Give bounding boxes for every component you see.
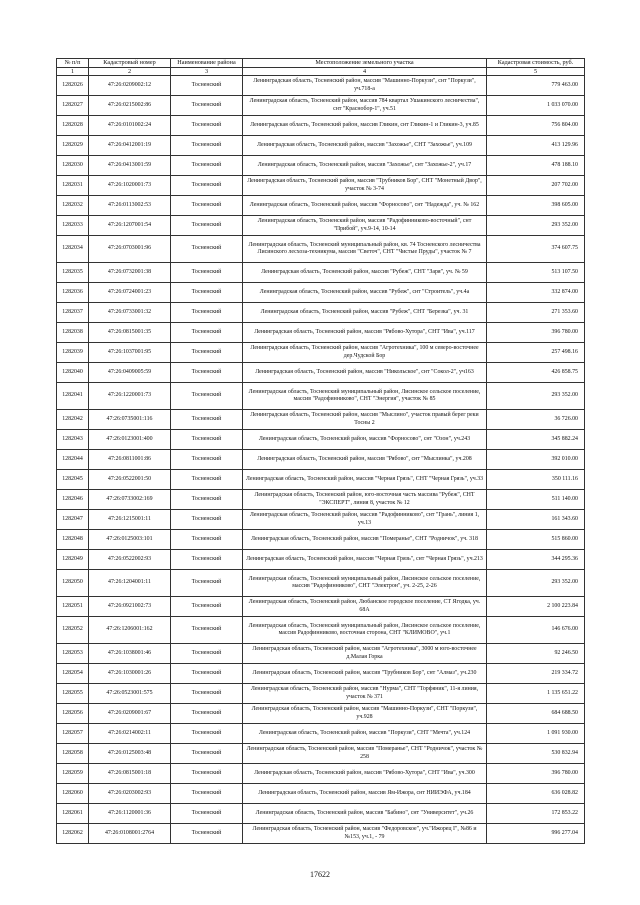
table-row [57, 470, 585, 490]
cadastral-number-cell: 47:26:0815001:35 [89, 323, 171, 343]
location-cell: Ленинградская область, Тосненский муниципальный район, кв. 74 Тосненского лесничества Лисинского лесхоза-техникума, массив "Светоч", СНТ "Чистые Пруды", участок № 7 [243, 236, 487, 263]
cadastral-number-cell: 47:26:0214002:11 [89, 724, 171, 744]
location-cell: Ленинградская область, Тосненский район, массив "Захожье", снт "Захожье-2", уч.17 [243, 156, 487, 176]
cadastral-number-cell: 47:26:0101002:24 [89, 116, 171, 136]
row-number-cell: 1282037 [57, 303, 89, 323]
cadastral-number-cell: 47:26:0522001:50 [89, 470, 171, 490]
cadastral-value-cell: 1 033 070.00 [487, 96, 585, 116]
cadastral-number-cell: 47:26:0733001:32 [89, 303, 171, 323]
location-cell: Ленинградская область, Тосненский район, массив "Померанье", СНТ "Родничок", уч. 318 [243, 530, 487, 550]
row-number-cell: 1282046 [57, 490, 89, 510]
row-number-cell: 1282030 [57, 156, 89, 176]
row-number-cell: 1282062 [57, 824, 89, 844]
cadastral-value-cell: 426 858.75 [487, 363, 585, 383]
row-number-cell: 1282039 [57, 343, 89, 363]
table-row [57, 430, 585, 450]
table-row [57, 664, 585, 684]
cadastral-number-cell: 47:26:0123001:400 [89, 430, 171, 450]
district-cell: Тосненский [171, 644, 243, 664]
cadastral-value-cell: 413 129.96 [487, 136, 585, 156]
table-row [57, 644, 585, 664]
row-number-cell: 1282026 [57, 76, 89, 96]
header-cadastral-number: Кадастровый номер [89, 59, 171, 68]
table-row [57, 530, 585, 550]
location-cell: Ленинградская область, Тосненский муниципальный район, Лисинское сельское поселение, массив "Радофинниково", СНТ "Энергия", участок № 85 [243, 383, 487, 410]
row-number-cell: 1282032 [57, 196, 89, 216]
district-cell: Тосненский [171, 550, 243, 570]
cadastral-value-cell: 257 498.16 [487, 343, 585, 363]
cadastral-number-cell: 47:26:0412001:19 [89, 136, 171, 156]
row-number-cell: 1282051 [57, 597, 89, 617]
row-number-cell: 1282049 [57, 550, 89, 570]
column-number: 2 [89, 68, 171, 76]
location-cell: Ленинградская область, Тосненский район, массив "Рубеж", СНТ "Заря", уч. № 59 [243, 263, 487, 283]
cadastral-value-cell: 36 726.00 [487, 410, 585, 430]
cadastral-value-cell: 374 607.75 [487, 236, 585, 263]
table-row [57, 216, 585, 236]
header-row [57, 59, 585, 68]
location-cell: Ленинградская область, Тосненский район, массив "Рябово-Хутора", СНТ "Ива", уч.300 [243, 764, 487, 784]
cadastral-value-cell: 293 352.00 [487, 216, 585, 236]
cadastral-number-cell: 47:26:0921002:73 [89, 597, 171, 617]
location-cell: Ленинградская область, Тосненский район, массив "Поркузи", СНТ "Мечта", уч.124 [243, 724, 487, 744]
district-cell: Тосненский [171, 236, 243, 263]
cadastral-value-cell: 161 343.60 [487, 510, 585, 530]
cadastral-value-cell: 345 882.24 [487, 430, 585, 450]
table-row [57, 617, 585, 644]
cadastral-number-cell: 47:26:1204001:11 [89, 570, 171, 597]
row-number-cell: 1282042 [57, 410, 89, 430]
district-cell: Тосненский [171, 263, 243, 283]
cadastral-value-cell: 396 780.00 [487, 323, 585, 343]
header-location: Местоположение земельного участка [243, 59, 487, 68]
location-cell: Ленинградская область, Тосненский район, массив "Машинно-Поркузи", СНТ "Поркузи", уч.928 [243, 704, 487, 724]
table-row [57, 550, 585, 570]
district-cell: Тосненский [171, 363, 243, 383]
row-number-cell: 1282043 [57, 430, 89, 450]
location-cell: Ленинградская область, Тосненский район, массив Гликин, снт Гликин-1 и Гликин-3, уч.85 [243, 116, 487, 136]
district-cell: Тосненский [171, 704, 243, 724]
cadastral-number-cell: 47:26:1207001:54 [89, 216, 171, 236]
cadastral-number-cell: 47:26:0125003:48 [89, 744, 171, 764]
column-number: 5 [487, 68, 585, 76]
location-cell: Ленинградская область, Тосненский район, массив "Рубеж", СНТ "Березка", уч. 31 [243, 303, 487, 323]
row-number-cell: 1282053 [57, 644, 89, 664]
district-cell: Тосненский [171, 804, 243, 824]
cadastral-value-cell: 398 605.00 [487, 196, 585, 216]
location-cell: Ленинградская область, Тосненский район, Любанское городское поселение, СТ Ягодка, уч. 68А [243, 597, 487, 617]
row-number-cell: 1282059 [57, 764, 89, 784]
location-cell: Ленинградская область, Тосненский район, массив "Федоровское", уч."Ижорец I", №86 и №153, уч.1, - 79 [243, 824, 487, 844]
table-row [57, 343, 585, 363]
cadastral-value-cell: 996 277.04 [487, 824, 585, 844]
cadastral-number-cell: 47:26:1220001:73 [89, 383, 171, 410]
location-cell: Ленинградская область, Тосненский район, массив "Форносово", снт "Озон", уч.243 [243, 430, 487, 450]
table-row [57, 450, 585, 470]
district-cell: Тосненский [171, 597, 243, 617]
table-header [57, 59, 585, 76]
cadastral-value-table [56, 58, 585, 844]
cadastral-number-cell: 47:26:1037001:95 [89, 343, 171, 363]
row-number-cell: 1282029 [57, 136, 89, 156]
district-cell: Тосненский [171, 764, 243, 784]
row-number-cell: 1282055 [57, 684, 89, 704]
table-row [57, 236, 585, 263]
cadastral-value-cell: 219 334.72 [487, 664, 585, 684]
district-cell: Тосненский [171, 530, 243, 550]
row-number-cell: 1282057 [57, 724, 89, 744]
district-cell: Тосненский [171, 570, 243, 597]
cadastral-value-cell: 515 860.00 [487, 530, 585, 550]
table-row [57, 383, 585, 410]
row-number-cell: 1282036 [57, 283, 89, 303]
district-cell: Тосненский [171, 283, 243, 303]
row-number-cell: 1282052 [57, 617, 89, 644]
district-cell: Тосненский [171, 490, 243, 510]
cadastral-number-cell: 47:26:1038001:46 [89, 644, 171, 664]
table-row [57, 784, 585, 804]
row-number-cell: 1282060 [57, 784, 89, 804]
cadastral-value-cell: 530 832.94 [487, 744, 585, 764]
cadastral-number-cell: 47:26:1215001:11 [89, 510, 171, 530]
location-cell: Ленинградская область, Тосненский район, юго-восточная часть массива "Рубеж", СНТ "ЭКСПЕРТ", линия 8, участок № 12 [243, 490, 487, 510]
table-row [57, 363, 585, 383]
table-row [57, 410, 585, 430]
cadastral-number-cell: 47:26:1030001:26 [89, 664, 171, 684]
location-cell: Ленинградская область, Тосненский муниципальный район, Лисинское сельское поселение, массив "Радофинниково", СНТ "Электрон", уч. 2-25, 2-26 [243, 570, 487, 597]
district-cell: Тосненский [171, 664, 243, 684]
row-number-cell: 1282028 [57, 116, 89, 136]
location-cell: Ленинградская область, Тосненский район, массив "Рябово", снт "Мыслинка", уч.208 [243, 450, 487, 470]
page-number: 17622 [310, 870, 330, 879]
location-cell: Ленинградская область, Тосненский район, массив "Агротехника", 3000 м юго-восточнее д.Малая Горка [243, 644, 487, 664]
table-row [57, 744, 585, 764]
location-cell: Ленинградская область, Тосненский район, массив Ям-Ижора, снт НИИЭФА, уч.184 [243, 784, 487, 804]
cadastral-number-cell: 47:26:0735001:116 [89, 410, 171, 430]
cadastral-value-cell: 293 352.00 [487, 383, 585, 410]
cadastral-value-cell: 207 702.00 [487, 176, 585, 196]
district-cell: Тосненский [171, 744, 243, 764]
column-number: 3 [171, 68, 243, 76]
row-number-cell: 1282047 [57, 510, 89, 530]
cadastral-number-cell: 47:26:1020001:73 [89, 176, 171, 196]
table-row [57, 570, 585, 597]
header-cadastral-value: Кадастровая стоимость, руб. [487, 59, 585, 68]
table-row [57, 490, 585, 510]
cadastral-value-cell: 684 688.50 [487, 704, 585, 724]
row-number-cell: 1282035 [57, 263, 89, 283]
cadastral-number-cell: 47:26:0413001:59 [89, 156, 171, 176]
cadastral-value-cell: 271 353.60 [487, 303, 585, 323]
cadastral-value-cell: 1 135 651.22 [487, 684, 585, 704]
cadastral-number-cell: 47:26:0733002:169 [89, 490, 171, 510]
location-cell: Ленинградская область, Тосненский район, массив "Трубников Бор", снт "Алмаз", уч.230 [243, 664, 487, 684]
table-row [57, 704, 585, 724]
location-cell: Ленинградская область, Тосненский район, массив "Черная Грязь", СНТ "Черная Грязь", уч.33 [243, 470, 487, 490]
cadastral-number-cell: 47:26:0703001:96 [89, 236, 171, 263]
district-cell: Тосненский [171, 824, 243, 844]
district-cell: Тосненский [171, 684, 243, 704]
district-cell: Тосненский [171, 136, 243, 156]
cadastral-value-cell: 392 010.00 [487, 450, 585, 470]
location-cell: Ленинградская область, Тосненский район, массив "Радофинниково-восточный", снт "Прибой", уч.9-14, 10-14 [243, 216, 487, 236]
district-cell: Тосненский [171, 430, 243, 450]
location-cell: Ленинградская область, Тосненский район, массив "Черная Грязь", снт "Черная Грязь", уч.213 [243, 550, 487, 570]
location-cell: Ленинградская область, Тосненский район, массив "Рубеж", снт "Строитель", уч.4а [243, 283, 487, 303]
district-cell: Тосненский [171, 76, 243, 96]
table-row [57, 283, 585, 303]
cadastral-value-cell: 293 352.00 [487, 570, 585, 597]
table-row [57, 764, 585, 784]
row-number-cell: 1282056 [57, 704, 89, 724]
row-number-cell: 1282048 [57, 530, 89, 550]
location-cell: Ленинградская область, Тосненский район, массив "Захожье", СНТ "Захожье", уч.109 [243, 136, 487, 156]
location-cell: Ленинградская область, Тосненский район, массив "Машинно-Поркузи", снт "Поркузи", уч.718-а [243, 76, 487, 96]
location-cell: Ленинградская область, Тосненский район, массив "Никольское", снт "Сокол-2", уч163 [243, 363, 487, 383]
district-cell: Тосненский [171, 96, 243, 116]
location-cell: Ленинградская область, Тосненский район, массив "Трубников Бор", СНТ "Монетный Двор", участок № 3-74 [243, 176, 487, 196]
table-row [57, 156, 585, 176]
cadastral-number-cell: 47:26:0108001:2764 [89, 824, 171, 844]
row-number-cell: 1282027 [57, 96, 89, 116]
cadastral-number-cell: 47:26:1120001:36 [89, 804, 171, 824]
table-row [57, 510, 585, 530]
table-row [57, 116, 585, 136]
district-cell: Тосненский [171, 450, 243, 470]
location-cell: Ленинградская область, Тосненский район, массив "Померанье", СНТ "Родничок", участок № 258 [243, 744, 487, 764]
cadastral-number-cell: 47:26:0209002:12 [89, 76, 171, 96]
cadastral-number-cell: 47:26:0215002:86 [89, 96, 171, 116]
row-number-cell: 1282040 [57, 363, 89, 383]
column-number-row [57, 68, 585, 76]
location-cell: Ленинградская область, Тосненский район, массив "Нурма", СНТ "Торфяник", 11-я линия, участок № 371 [243, 684, 487, 704]
district-cell: Тосненский [171, 410, 243, 430]
cadastral-value-cell: 332 874.00 [487, 283, 585, 303]
district-cell: Тосненский [171, 343, 243, 363]
district-cell: Тосненский [171, 323, 243, 343]
table-row [57, 96, 585, 116]
table-row [57, 176, 585, 196]
location-cell: Ленинградская область, Тосненский район, массив "Агротехника", 100 м северо-восточнее дер.Чудской Бор [243, 343, 487, 363]
cadastral-number-cell: 47:26:0113002:53 [89, 196, 171, 216]
cadastral-number-cell: 47:26:0522002:93 [89, 550, 171, 570]
location-cell: Ленинградская область, Тосненский район, массив "Мыслино", участок правый берег реки Тосны 2 [243, 410, 487, 430]
cadastral-number-cell: 47:26:0724001:23 [89, 283, 171, 303]
cadastral-number-cell: 47:26:0815001:18 [89, 764, 171, 784]
cadastral-number-cell: 47:26:0409005:59 [89, 363, 171, 383]
row-number-cell: 1282033 [57, 216, 89, 236]
cadastral-number-cell: 47:26:0209001:67 [89, 704, 171, 724]
table-row [57, 196, 585, 216]
location-cell: Ленинградская область, Тосненский район, массив "Форносово", снт "Надежда", уч. № 162 [243, 196, 487, 216]
row-number-cell: 1282041 [57, 383, 89, 410]
cadastral-number-cell: 47:26:1206001:162 [89, 617, 171, 644]
row-number-cell: 1282061 [57, 804, 89, 824]
row-number-cell: 1282044 [57, 450, 89, 470]
district-cell: Тосненский [171, 176, 243, 196]
cadastral-value-cell: 350 111.16 [487, 470, 585, 490]
table-row [57, 597, 585, 617]
cadastral-value-cell: 92 246.50 [487, 644, 585, 664]
table-row [57, 323, 585, 343]
cadastral-number-cell: 47:26:0125003:101 [89, 530, 171, 550]
header-district: Наименование района [171, 59, 243, 68]
location-cell: Ленинградская область, Тосненский муниципальный район, Лисинское сельское поселение, массив Радофинниково, восточная сторона, СНТ "КЛИМОВО", уч.1 [243, 617, 487, 644]
table-row [57, 684, 585, 704]
cadastral-value-cell: 478 188.10 [487, 156, 585, 176]
table-row [57, 303, 585, 323]
cadastral-number-cell: 47:26:0811001:86 [89, 450, 171, 470]
cadastral-value-cell: 756 804.00 [487, 116, 585, 136]
table-row [57, 724, 585, 744]
table-body [57, 76, 585, 844]
district-cell: Тосненский [171, 724, 243, 744]
table-row [57, 804, 585, 824]
row-number-cell: 1282054 [57, 664, 89, 684]
cadastral-value-cell: 1 091 930.00 [487, 724, 585, 744]
district-cell: Тосненский [171, 510, 243, 530]
district-cell: Тосненский [171, 116, 243, 136]
location-cell: Ленинградская область, Тосненский район, массив "Бабино", снт "Университет", уч.26 [243, 804, 487, 824]
district-cell: Тосненский [171, 383, 243, 410]
table-row [57, 263, 585, 283]
district-cell: Тосненский [171, 470, 243, 490]
location-cell: Ленинградская область, Тосненский район, массив "Радофинниково", снт "Грань", линия 1, уч.13 [243, 510, 487, 530]
cadastral-number-cell: 47:26:0203002:93 [89, 784, 171, 804]
row-number-cell: 1282031 [57, 176, 89, 196]
column-number: 1 [57, 68, 89, 76]
row-number-cell: 1282050 [57, 570, 89, 597]
district-cell: Тосненский [171, 216, 243, 236]
district-cell: Тосненский [171, 617, 243, 644]
cadastral-value-cell: 779 463.00 [487, 76, 585, 96]
cadastral-value-cell: 513 107.50 [487, 263, 585, 283]
row-number-cell: 1282045 [57, 470, 89, 490]
row-number-cell: 1282038 [57, 323, 89, 343]
cadastral-value-cell: 344 295.36 [487, 550, 585, 570]
row-number-cell: 1282034 [57, 236, 89, 263]
location-cell: Ленинградская область, Тосненский район, массив "Рябово-Хутора", СНТ "Ива", уч.117 [243, 323, 487, 343]
cadastral-value-cell: 636 028.82 [487, 784, 585, 804]
cadastral-number-cell: 47:26:0523001:575 [89, 684, 171, 704]
cadastral-value-cell: 2 100 223.84 [487, 597, 585, 617]
district-cell: Тосненский [171, 156, 243, 176]
cadastral-value-cell: 172 853.22 [487, 804, 585, 824]
location-cell: Ленинградская область, Тосненский район, массив 784 квартал Ушакинского лесничества", снт "Краснобор-1", уч.51 [243, 96, 487, 116]
cadastral-value-cell: 396 780.00 [487, 764, 585, 784]
table-row [57, 136, 585, 156]
row-number-cell: 1282058 [57, 744, 89, 764]
table-row [57, 76, 585, 96]
cadastral-number-cell: 47:26:0732001:38 [89, 263, 171, 283]
district-cell: Тосненский [171, 303, 243, 323]
header-row-number: № п/п [57, 59, 89, 68]
column-number: 4 [243, 68, 487, 76]
cadastral-value-cell: 511 140.00 [487, 490, 585, 510]
district-cell: Тосненский [171, 784, 243, 804]
district-cell: Тосненский [171, 196, 243, 216]
cadastral-value-cell: 146 676.00 [487, 617, 585, 644]
table-row [57, 824, 585, 844]
